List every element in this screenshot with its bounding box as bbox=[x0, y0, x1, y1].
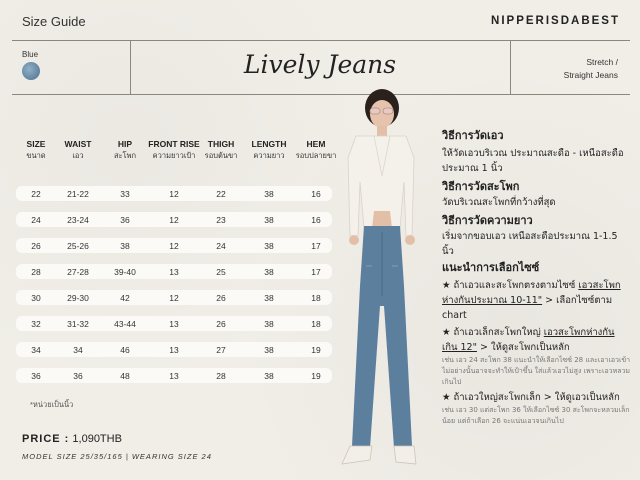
table-cell: 13 bbox=[169, 267, 179, 277]
table-cell: 33 bbox=[120, 189, 130, 199]
table-cell: 26 bbox=[216, 319, 226, 329]
table-cell: 32 bbox=[31, 319, 41, 329]
table-cell: 27 bbox=[216, 345, 226, 355]
advice-title: แนะนำการเลือกไซซ์ bbox=[442, 261, 540, 274]
table-cell: 13 bbox=[169, 371, 179, 381]
hip-text: วัดบริเวณสะโพกที่กว้างที่สุด bbox=[442, 197, 556, 208]
table-cell: 12 bbox=[169, 241, 179, 251]
table-cell: 46 bbox=[120, 345, 130, 355]
table-cell: 26 bbox=[216, 293, 226, 303]
brand-name: NIPPERISDABEST bbox=[491, 15, 620, 27]
divider-left bbox=[130, 40, 131, 94]
table-cell: 36 bbox=[31, 371, 41, 381]
table-cell: 29-30 bbox=[67, 293, 89, 303]
table-cell: 22 bbox=[31, 189, 41, 199]
table-cell: 43-44 bbox=[114, 319, 136, 329]
tip-3-note: เช่น เอว 30 แต่สะโพก 36 ให้เลือกไซซ์ 30 สะโพกจะหลวมเล็ก น้อย แต่ถ้าเลือก 26 จะแน่นเอวจนเกินไป bbox=[442, 406, 630, 425]
table-cell: 36 bbox=[120, 215, 130, 225]
table-cell: 26 bbox=[31, 241, 41, 251]
table-cell: 38 bbox=[264, 293, 274, 303]
fit-type bbox=[528, 56, 618, 82]
table-cell: 28 bbox=[31, 267, 41, 277]
fit-line-2: Straight Jeans bbox=[563, 70, 618, 80]
table-cell: 34 bbox=[73, 345, 83, 355]
table-cell: 17 bbox=[311, 267, 321, 277]
measure-instructions bbox=[442, 126, 632, 259]
table-cell: 38 bbox=[264, 241, 274, 251]
table-cell: 38 bbox=[264, 189, 274, 199]
color-swatch[interactable] bbox=[22, 62, 40, 80]
table-cell: 27-28 bbox=[67, 267, 89, 277]
table-cell: 17 bbox=[311, 241, 321, 251]
unit-note: *หน่วยเป็นนิ้ว bbox=[30, 400, 74, 409]
length-title: วิธีการวัดความยาว bbox=[442, 214, 533, 227]
table-cell: 38 bbox=[264, 345, 274, 355]
table-cell: 24 bbox=[216, 241, 226, 251]
table-cell: 36 bbox=[73, 371, 83, 381]
hip-title: วิธีการวัดสะโพก bbox=[442, 180, 520, 193]
table-cell: 19 bbox=[311, 345, 321, 355]
model-info: MODEL SIZE 25/35/165 | WEARING SIZE 24 bbox=[22, 452, 212, 461]
table-cell: 18 bbox=[311, 319, 321, 329]
table-cell: 24 bbox=[31, 215, 41, 225]
table-cell: 23-24 bbox=[67, 215, 89, 225]
tip-1: ★ ถ้าเอวและสะโพกตรงตามไซซ์ เอวสะโพก ห่างกันประมาณ 10-11" > เลือกไซซ์ตาม chart bbox=[442, 280, 621, 321]
table-cell: 39-40 bbox=[114, 267, 136, 277]
length-text: เริ่มจากขอบเอว เหนือสะดือประมาณ 1-1.5 นิ้ว bbox=[442, 231, 618, 257]
table-cell: 38 bbox=[120, 241, 130, 251]
table-cell: 12 bbox=[169, 293, 179, 303]
col-header-hip: HIP สะโพก bbox=[113, 139, 137, 160]
table-cell: 16 bbox=[311, 189, 321, 199]
fit-line-1: Stretch / bbox=[586, 57, 618, 67]
col-header-thigh: THIGH รอบต้นขา bbox=[204, 139, 238, 160]
header-divider bbox=[12, 40, 630, 41]
table-cell: 30 bbox=[31, 293, 41, 303]
model-photo bbox=[300, 86, 450, 480]
size-guide-title: Size Guide bbox=[22, 14, 86, 29]
tip-2-note: เช่น เอว 24 สะโพก 38 แนะนำให้เลือกไซซ์ 28 และเอาเอวเข้า ไม่อย่างนั้นอาจจะทำให้เป้าขึ้น ใส่แล้วเอวไม่สูง เพราะเอวหลวม เกินไป bbox=[442, 356, 631, 386]
product-title: Lively Jeans bbox=[243, 50, 397, 79]
table-cell: 34 bbox=[31, 345, 41, 355]
col-header-length: LENGTH ความยาว bbox=[251, 139, 287, 160]
col-header-size: SIZE ขนาด bbox=[26, 139, 46, 160]
table-cell: 22 bbox=[216, 189, 226, 199]
table-cell: 31-32 bbox=[67, 319, 89, 329]
waist-text-1: ให้วัดเอวบริเวณ ประมาณสะดือ - เหนือสะดือ bbox=[442, 148, 624, 159]
table-cell: 13 bbox=[169, 319, 179, 329]
price-label: PRICE : bbox=[22, 433, 70, 445]
table-cell: 13 bbox=[169, 345, 179, 355]
table-cell: 25-26 bbox=[67, 241, 89, 251]
waist-title: วิธีการวัดเอว bbox=[442, 129, 504, 142]
table-cell: 42 bbox=[120, 293, 130, 303]
table-cell: 38 bbox=[264, 215, 274, 225]
table-cell: 28 bbox=[216, 371, 226, 381]
col-header-waist: WAIST เอว bbox=[64, 139, 92, 160]
waist-text-2: ประมาณ 1 นิ้ว bbox=[442, 163, 503, 174]
table-cell: 38 bbox=[264, 371, 274, 381]
tip-3: ★ ถ้าเอวใหญ่สะโพกเล็ก > ให้ดูเอวเป็นหลัก bbox=[442, 392, 620, 403]
table-cell: 16 bbox=[311, 215, 321, 225]
table-cell: 12 bbox=[169, 215, 179, 225]
col-header-front-rise: FRONT RISE ความยาวเป้า bbox=[148, 139, 200, 160]
price-value: 1,090THB bbox=[72, 433, 122, 445]
table-cell: 19 bbox=[311, 371, 321, 381]
table-cell: 25 bbox=[216, 267, 226, 277]
table-cell: 48 bbox=[120, 371, 130, 381]
table-cell: 38 bbox=[264, 319, 274, 329]
size-advice bbox=[442, 258, 632, 427]
model-figure bbox=[342, 89, 416, 464]
color-label: Blue bbox=[22, 50, 39, 59]
table-cell: 18 bbox=[311, 293, 321, 303]
tip-2: ★ ถ้าเอวเล็กสะโพกใหญ่ เอวสะโพกห่างกัน เกิน 12" > ให้ดูสะโพกเป็นหลัก bbox=[442, 327, 615, 353]
table-cell: 12 bbox=[169, 189, 179, 199]
table-cell: 23 bbox=[216, 215, 226, 225]
table-cell: 38 bbox=[264, 267, 274, 277]
price bbox=[22, 433, 122, 445]
col-header-hem: HEM รอบปลายขา bbox=[295, 139, 337, 160]
table-cell: 21-22 bbox=[67, 189, 89, 199]
divider-right bbox=[510, 40, 511, 94]
